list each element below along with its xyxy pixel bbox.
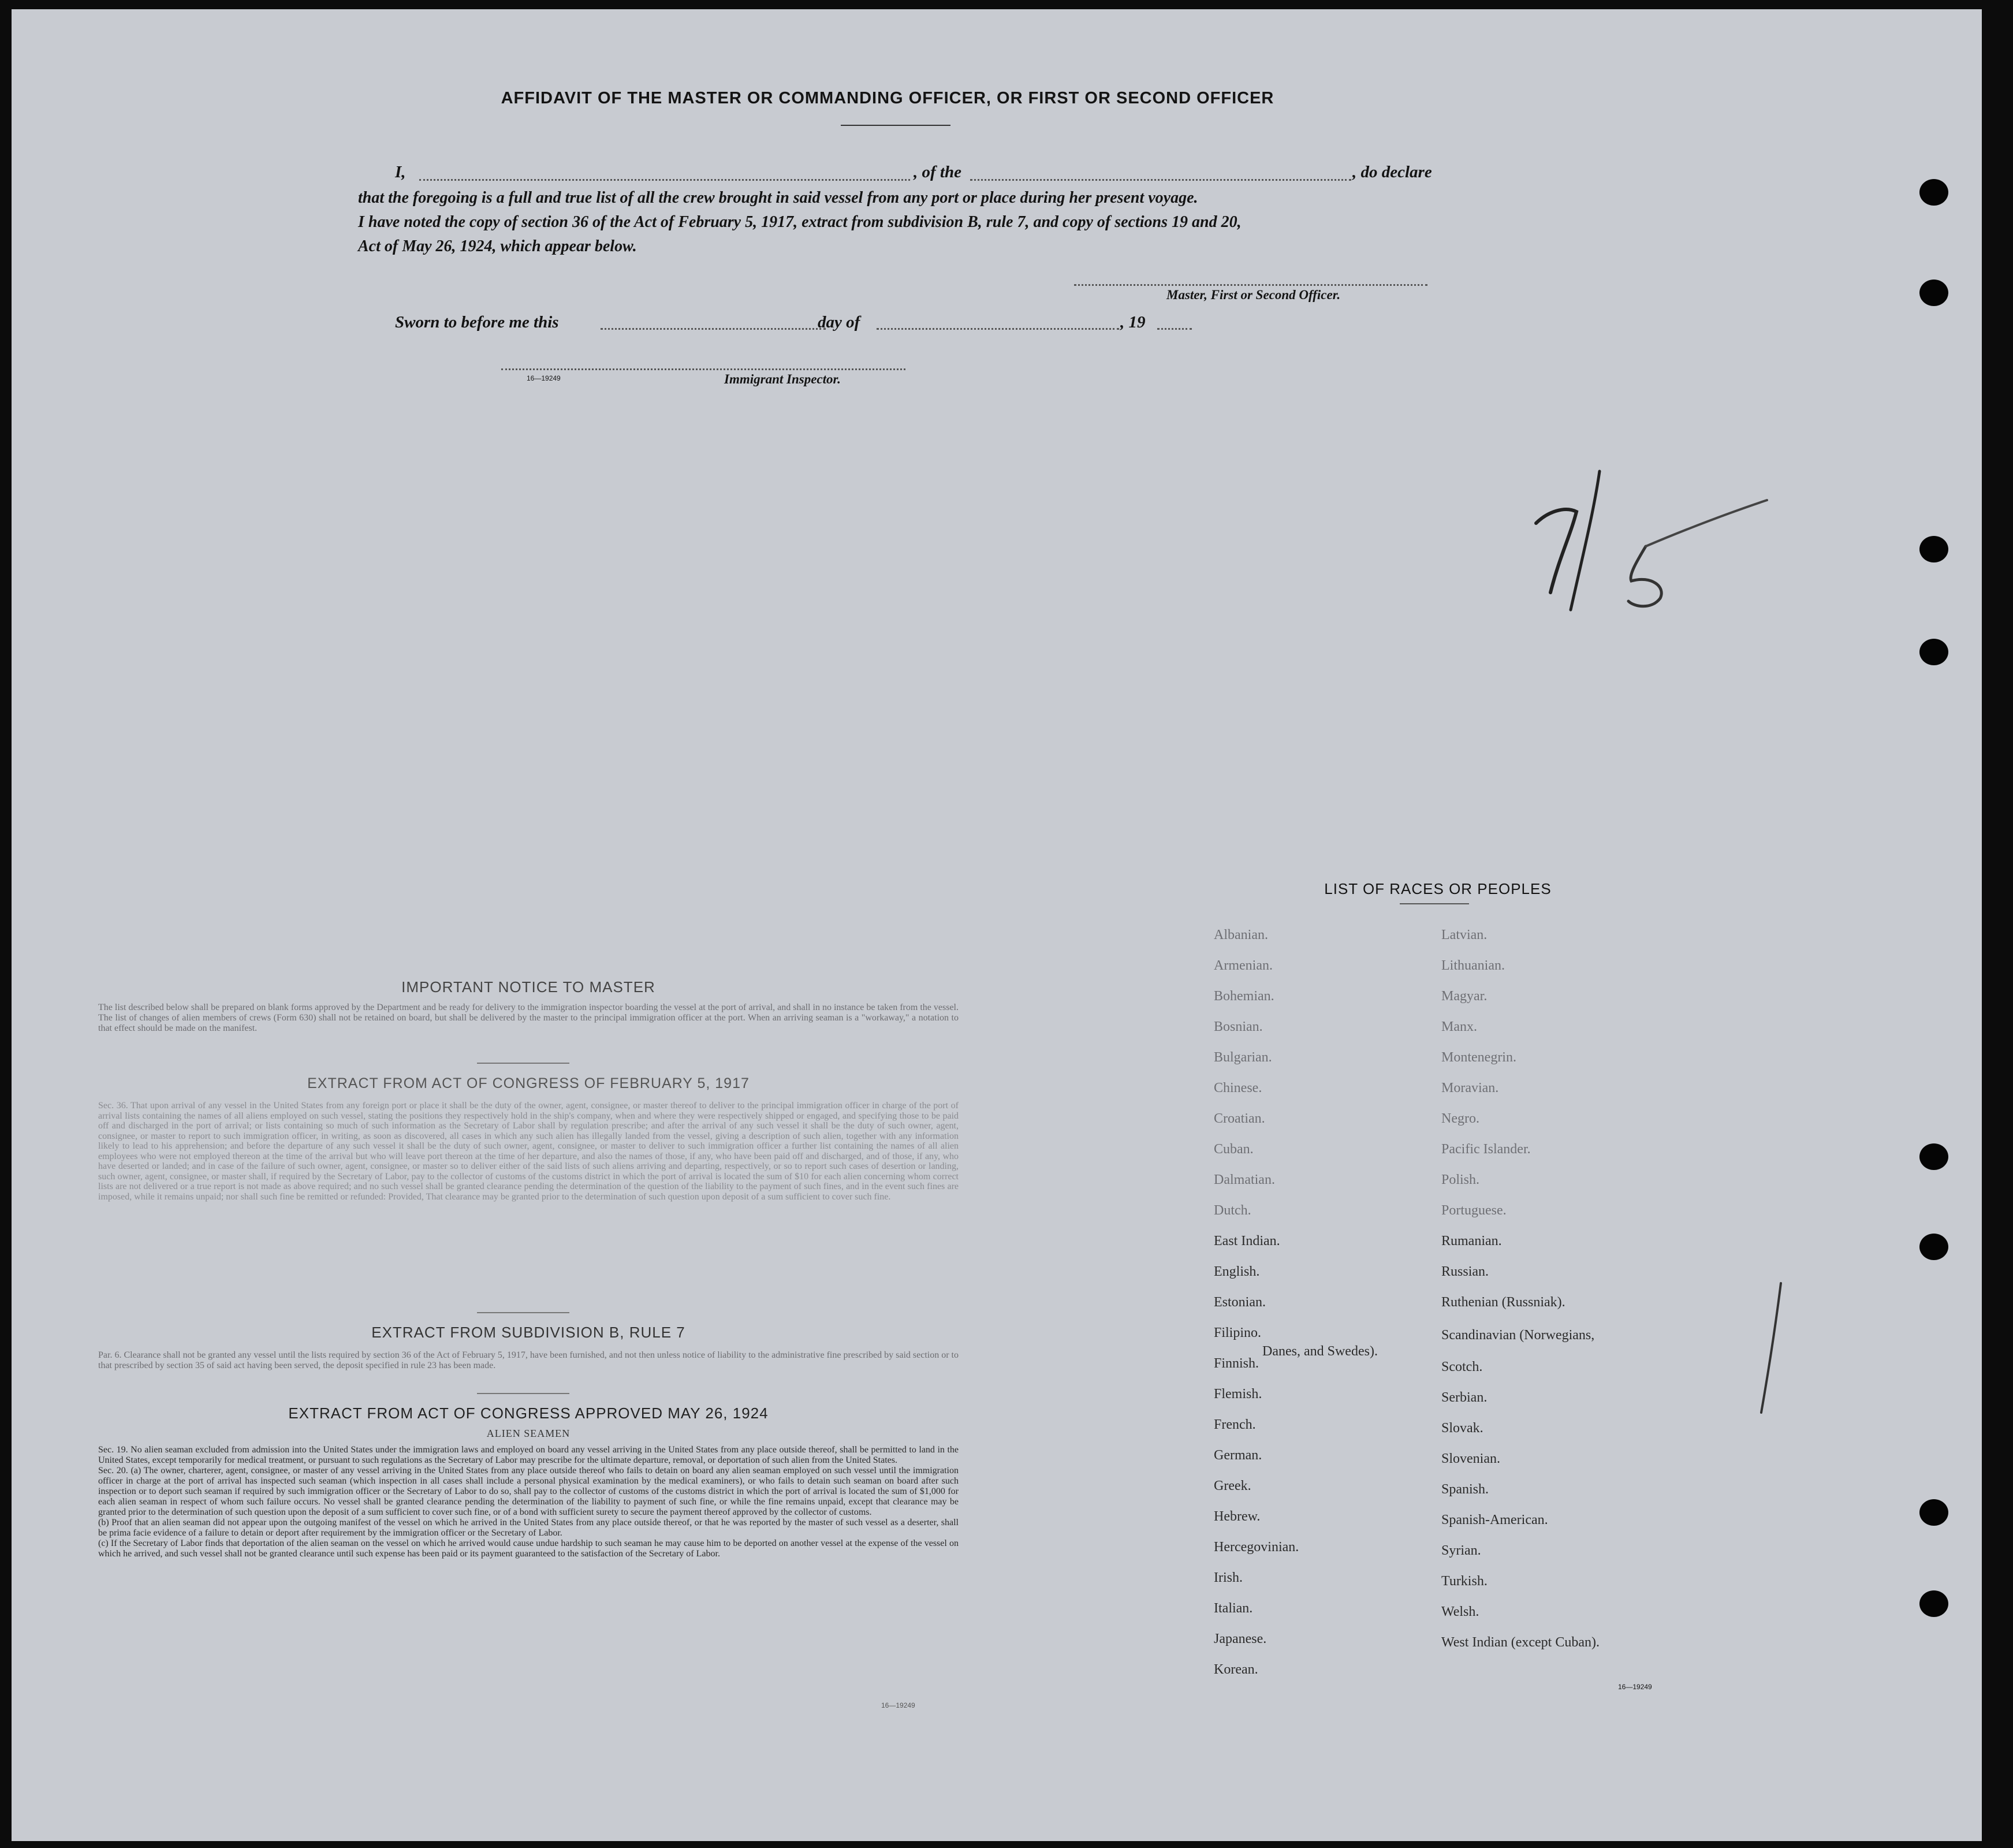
vessel-blank[interactable] [970, 179, 1351, 181]
punch-hole [1919, 639, 1948, 665]
race-item: Manx. [1441, 1019, 1477, 1034]
race-item: Scotch. [1441, 1359, 1483, 1374]
race-item: Portuguese. [1441, 1203, 1507, 1218]
declaration-line: I have noted the copy of section 36 of the Act of February 5, 1917, extract from subdivision B, rule 7, and copy of sections 19 and 20, [358, 213, 1242, 231]
sec20c-paragraph: (c) If the Secretary of Labor finds that deportation of the alien seaman on the vessel on which he arrived would cause undue hardship to such seaman he may cause him to be deported on another vessel at the expense of the vessel on which he arrived, and such vessel shall not be granted clearance until such expense has been paid or its payment guaranteed to the satisfaction of the Secretary of Labor. [98, 1538, 959, 1559]
race-item: Bosnian. [1214, 1019, 1263, 1034]
race-item: Bohemian. [1214, 989, 1274, 1004]
race-item: Montenegrin. [1441, 1050, 1516, 1065]
affidavit-declaration [358, 186, 1449, 259]
signature-label: Master, First or Second Officer. [1166, 288, 1341, 302]
race-item: Magyar. [1441, 989, 1488, 1004]
affidavit-of-the-label: , of the [914, 163, 961, 181]
sworn-month-blank[interactable] [877, 328, 1119, 330]
extract-rule7-title: EXTRACT FROM SUBDIVISION B, RULE 7 [371, 1324, 685, 1341]
race-item: Pacific Islander. [1441, 1142, 1531, 1157]
race-item: Rumanian. [1441, 1234, 1502, 1249]
pen-mark [1755, 1280, 1790, 1418]
sworn-year: , 19 [1120, 313, 1146, 331]
race-item: West Indian (except Cuban). [1441, 1635, 1600, 1650]
sworn-day-blank[interactable] [601, 328, 826, 330]
punch-hole [1919, 179, 1948, 206]
race-item: Filipino. [1214, 1325, 1262, 1340]
inspector-signature-blank[interactable] [501, 368, 905, 370]
race-item: Italian. [1214, 1601, 1253, 1616]
extract-1917-title: EXTRACT FROM ACT OF CONGRESS OF FEBRUARY 5, 1917 [307, 1075, 750, 1091]
race-item: Russian. [1441, 1264, 1489, 1279]
race-item: German. [1214, 1448, 1262, 1463]
race-item: English. [1214, 1264, 1260, 1279]
extract-1924-body [98, 1445, 959, 1559]
extract-1924-title: EXTRACT FROM ACT OF CONGRESS APPROVED MAY 26, 1924 [288, 1404, 769, 1422]
race-item: Ruthenian (Russniak). [1441, 1295, 1565, 1310]
extract-1917-body: Sec. 36. That upon arrival of any vessel in the United States from any foreign port or place it shall be the duty of the owner, agent, consignee, or master thereof to deliver to the principal immigration officer in charge of the port of arrival lists containing the names of all aliens employed on such vessel, stating the positions they respectively hold in the ship's company, when and where they were respectively shipped or engaged, and specifying those to be paid off and discharged in the port of arrival; or lists containing so much of such information as the Secretary of Labor shall by regulation prescribe; and after the arrival of any such vessel it shall be the duty of such owner, agent, consignee, or master to report to such immigration officer, in writing, as soon as discovered, all cases in which any such alien has illegally landed from the vessel, giving a description of such alien, together with any information likely to lead to his apprehension; and before the departure of any such vessel it shall be the duty of such owner, agent, consignee, or master to deliver to such immigration officer a further list containing the names of all alien employees who were not employed thereon at the time of the arrival but who will leave port thereon at the time of her departure, and also the names of those, if any, who have been paid off and discharged, and of those, if any, who have deserted or landed; and in case of the failure of such owner, agent, consignee, or master so to deliver either of the said lists of such aliens arriving and departing, respectively, or so to report such cases of desertion or landing, such owner, agent, consignee, or master shall, if required by the Secretary of Labor, pay to the collector of customs of the customs district in which the port of arrival is located the sum of $10 for each alien concerning whom correct lists are not delivered or a true report is not made as above required; and no such vessel shall be granted clearance pending the determination of the question of the liability to the payment of such fines, and in the event such fines are imposed, while it remains unpaid; nor shall such fine be remitted or refunded: Provided, That clearance may be granted prior to the determination of such question upon deposit of a sum sufficient to cover such fine. [98, 1101, 959, 1202]
extract-1924-subtitle: ALIEN SEAMEN [486, 1428, 571, 1439]
race-item: Cuban. [1214, 1142, 1254, 1157]
race-item: Chinese. [1214, 1081, 1262, 1096]
race-item: Turkish. [1441, 1574, 1488, 1589]
race-item: French. [1214, 1417, 1256, 1432]
punch-hole [1919, 536, 1948, 562]
race-item: Slovenian. [1441, 1451, 1500, 1466]
punch-hole [1919, 1590, 1948, 1617]
race-item: Dutch. [1214, 1203, 1251, 1218]
divider [477, 1393, 569, 1394]
punch-hole [1919, 1234, 1948, 1260]
sworn-prefix: Sworn to before me this [395, 313, 559, 331]
punch-hole [1919, 280, 1948, 306]
race-item: Flemish. [1214, 1387, 1262, 1402]
race-item: Hercegovinian. [1214, 1540, 1299, 1555]
race-item: Armenian. [1214, 958, 1273, 973]
race-item: Estonian. [1214, 1295, 1266, 1310]
declaration-line: that the foregoing is a full and true list of all the crew brought in said vessel from any port or place during her present voyage. [358, 189, 1198, 207]
race-item: Polish. [1441, 1172, 1480, 1187]
punch-hole [1919, 1143, 1948, 1170]
race-item: Japanese. [1214, 1631, 1267, 1646]
form-number: 16—19249 [527, 374, 561, 382]
name-blank[interactable] [419, 179, 910, 181]
handwritten-number [1513, 460, 1779, 644]
race-item: Croatian. [1214, 1111, 1265, 1126]
race-item: Greek. [1214, 1478, 1251, 1493]
notice-title: IMPORTANT NOTICE TO MASTER [401, 978, 655, 996]
race-item: Albanian. [1214, 927, 1268, 942]
race-item: Irish. [1214, 1570, 1243, 1585]
inspector-label: Immigrant Inspector. [724, 372, 841, 386]
sec20b-paragraph: (b) Proof that an alien seaman did not appear upon the outgoing manifest of the vessel on which he arrived in the United States from any place outside thereof, or that he was reported by the master of such vessel as a deserter, shall be prima facie evidence of a failure to detain or deport after requirement by the immigration officer or the Secretary of Labor. [98, 1518, 959, 1538]
manifest-sheet [12, 9, 1982, 1841]
race-item: Serbian. [1441, 1390, 1488, 1405]
form-number: 16—19249 [881, 1701, 915, 1709]
race-item: Latvian. [1441, 927, 1488, 942]
notice-body: The list described below shall be prepared on blank forms approved by the Department and be ready for delivery to the immigration inspector boarding the vessel at the port of arrival, and shall in no instance be taken from the vessel. The list of changes of alien members of crews (Form 630) shall not be retained on board, but shall be delivered by the master to the principal immigration officer at the port. When an arriving seaman is a "workaway," a notation to that effect should be made on the manifest. [98, 1003, 959, 1033]
race-item: Syrian. [1441, 1543, 1481, 1558]
sec20a-paragraph: Sec. 20. (a) The owner, charterer, agent, consignee, or master of any vessel arriving in the United States from any place outside thereof who fails to detain on board any alien seaman employed on such vessel until the immigration officer in charge at the port of arrival has inspected such seaman (which inspection in all cases shall include a personal physical examination by the medical examiners), or who fails to detain such seaman on board after such inspection or to deport such seaman if required by such immigration officer or the Secretary of Labor to do so, shall pay to the collector of customs of the customs district in which the port of arrival is located the sum of $1,000 for each alien seaman in respect of whom such failure occurs. No vessel shall be granted clearance pending the determination of the liability to payment of such fine, or while the fine remains unpaid, except that clearance may be granted prior to the determination of such question upon the deposit of a sum sufficient to cover such fine, or of a bond with sufficient surety to secure the payment thereof approved by the collector of customs. [98, 1466, 959, 1517]
race-item: Danes, and Swedes). [1262, 1344, 1378, 1359]
race-item: Korean. [1214, 1662, 1258, 1677]
sworn-day-of: day of [818, 313, 860, 331]
sec19-paragraph: Sec. 19. No alien seaman excluded from admission into the United States under the immigration laws and employed on board any vessel arriving in the United States from any place outside thereof, shall be permitted to land in the United States, except temporarily for medical treatment, or pursuant to such regulations as the Secretary of Labor may prescribe for the ultimate departure, removal, or deportation of such alien from the United States. [98, 1445, 959, 1465]
race-item: East Indian. [1214, 1234, 1280, 1249]
affidavit-title: AFFIDAVIT OF THE MASTER OR COMMANDING OFFICER, OR FIRST OR SECOND OFFICER [501, 89, 1274, 107]
divider [1400, 903, 1469, 904]
extract-rule7-body: Par. 6. Clearance shall not be granted any vessel until the lists required by section 36 of the Act of February 5, 1917, have been furnished, and not then unless notice of liability to the administrative fine prescribed by said section or to that prescribed by section 35 of said act having been served, the deposit specified in rule 23 has been made. [98, 1350, 959, 1370]
form-number: 16—19249 [1618, 1683, 1652, 1691]
declaration-line: Act of May 26, 1924, which appear below. [358, 237, 637, 255]
race-item: Dalmatian. [1214, 1172, 1275, 1187]
punch-hole [1919, 1499, 1948, 1526]
race-item: Negro. [1441, 1111, 1479, 1126]
signature-blank[interactable] [1074, 284, 1427, 286]
race-item: Bulgarian. [1214, 1050, 1272, 1065]
race-item: Scandinavian (Norwegians, [1441, 1328, 1595, 1343]
affidavit-declare-label: , do declare [1352, 163, 1432, 181]
race-item: Finnish. [1214, 1356, 1259, 1371]
races-title: LIST OF RACES OR PEOPLES [1324, 880, 1552, 897]
race-item: Spanish. [1441, 1482, 1489, 1497]
race-item: Moravian. [1441, 1081, 1499, 1096]
divider [477, 1312, 569, 1313]
race-item: Welsh. [1441, 1604, 1479, 1619]
race-item: Slovak. [1441, 1421, 1483, 1436]
divider [477, 1063, 569, 1064]
race-item: Hebrew. [1214, 1509, 1261, 1524]
sworn-year-blank[interactable] [1157, 328, 1192, 330]
race-item: Spanish-American. [1441, 1512, 1548, 1527]
race-item: Lithuanian. [1441, 958, 1505, 973]
title-underline [841, 125, 950, 126]
affidavit-i-label: I, [395, 163, 406, 181]
